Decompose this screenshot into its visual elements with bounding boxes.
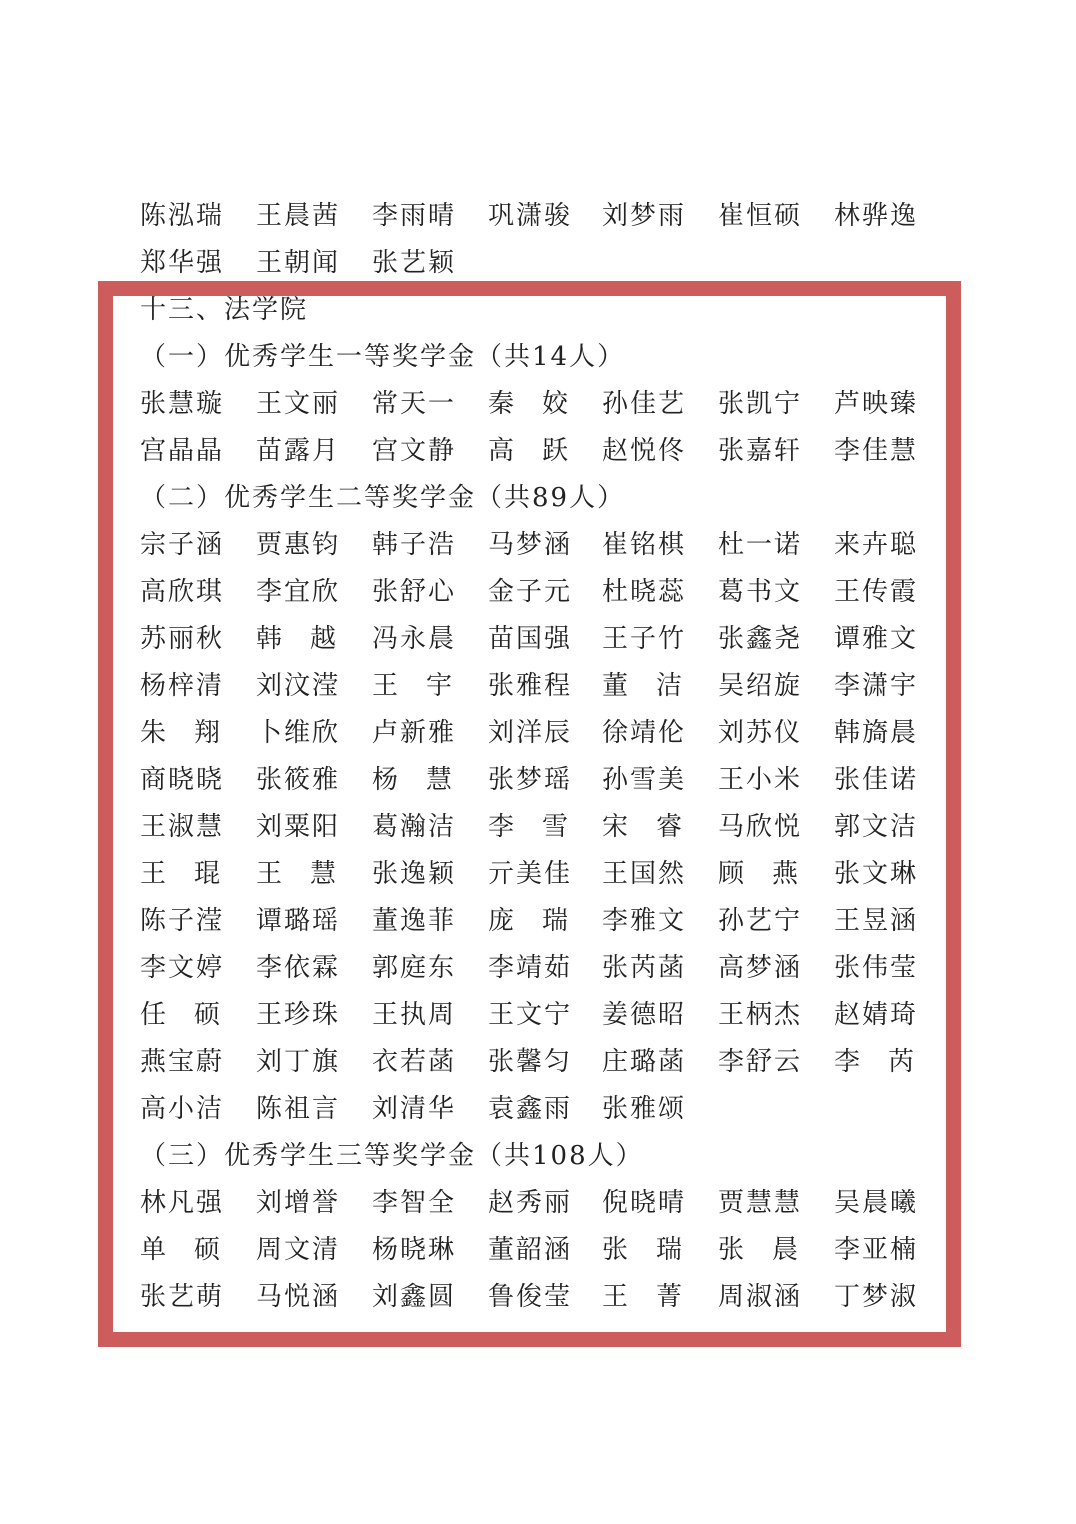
student-name: 宫文静: [372, 436, 457, 466]
student-name: 马悦涵: [256, 1282, 341, 1312]
student-name: 高小洁: [140, 1094, 225, 1124]
student-name: 高 跃: [488, 436, 570, 466]
student-name: 宗子涵: [140, 530, 225, 560]
student-name: 张凯宁: [718, 389, 803, 419]
student-name: 宫晶晶: [140, 436, 225, 466]
student-name: 李亚楠: [834, 1235, 919, 1265]
student-name: 芦映臻: [834, 389, 919, 419]
student-name: 马欣悦: [718, 812, 803, 842]
section-heading: 十三、法学院: [140, 295, 309, 325]
student-name: 李潇宇: [834, 671, 919, 701]
student-name: 刘增誉: [256, 1188, 341, 1218]
student-name: 王 菁: [602, 1282, 684, 1312]
student-name: 王柄杰: [718, 1000, 803, 1030]
student-name: 张文琳: [834, 859, 919, 889]
student-name: 李文婷: [140, 953, 225, 983]
student-name: 王淑慧: [140, 812, 225, 842]
section-heading: （二）优秀学生二等奖学金（共89人）: [140, 483, 626, 513]
student-name: 张伟莹: [834, 953, 919, 983]
student-name: 吴绍旋: [718, 671, 803, 701]
student-name: 韩子浩: [372, 530, 457, 560]
student-name: 张筱雅: [256, 765, 341, 795]
student-name: 袁鑫雨: [488, 1094, 573, 1124]
section-heading: （三）优秀学生三等奖学金（共108人）: [140, 1141, 644, 1171]
section-heading: （一）优秀学生一等奖学金（共14人）: [140, 342, 626, 372]
student-name: 王文丽: [256, 389, 341, 419]
student-name: 周淑涵: [718, 1282, 803, 1312]
student-name: 赵悦佟: [602, 436, 687, 466]
student-name: 张舒心: [372, 577, 457, 607]
student-name: 董韶涵: [488, 1235, 573, 1265]
student-name: 李智全: [372, 1188, 457, 1218]
student-name: 马梦涵: [488, 530, 573, 560]
student-name: 孙雪美: [602, 765, 687, 795]
student-name: 张 晨: [718, 1235, 800, 1265]
student-name: 刘丁旗: [256, 1047, 341, 1077]
student-name: 王朝闻: [256, 248, 341, 278]
student-name: 董 洁: [602, 671, 684, 701]
student-name: 燕宝蔚: [140, 1047, 225, 1077]
student-name: 崔恒硕: [718, 201, 803, 231]
student-name: 刘苏仪: [718, 718, 803, 748]
student-name: 孙佳艺: [602, 389, 687, 419]
student-name: 王国然: [602, 859, 687, 889]
student-name: 张艺颖: [372, 248, 457, 278]
student-name: 丁梦淑: [834, 1282, 919, 1312]
student-name: 刘汶滢: [256, 671, 341, 701]
student-name: 鲁俊莹: [488, 1282, 573, 1312]
student-name: 宋 睿: [602, 812, 684, 842]
student-name: 衣若菡: [372, 1047, 457, 1077]
student-name: 杨梓清: [140, 671, 225, 701]
student-name: 李 雪: [488, 812, 570, 842]
student-name: 刘粟阳: [256, 812, 341, 842]
student-name: 冯永晨: [372, 624, 457, 654]
student-name: 王昱涵: [834, 906, 919, 936]
student-name: 李依霖: [256, 953, 341, 983]
student-name: 王 宇: [372, 671, 454, 701]
student-name: 王 琨: [140, 859, 222, 889]
student-name: 林凡强: [140, 1188, 225, 1218]
student-name: 张嘉轩: [718, 436, 803, 466]
student-name: 张 瑞: [602, 1235, 684, 1265]
student-name: 王珍珠: [256, 1000, 341, 1030]
student-name: 单 硕: [140, 1235, 222, 1265]
student-name: 苗露月: [256, 436, 341, 466]
student-name: 郭文洁: [834, 812, 919, 842]
student-name: 庞 瑞: [488, 906, 570, 936]
student-name: 郑华强: [140, 248, 225, 278]
student-name: 郭庭东: [372, 953, 457, 983]
student-name: 杜一诺: [718, 530, 803, 560]
student-name: 贾惠钧: [256, 530, 341, 560]
student-name: 贾慧慧: [718, 1188, 803, 1218]
student-name: 卜维欣: [256, 718, 341, 748]
student-name: 吴晨曦: [834, 1188, 919, 1218]
student-name: 葛书文: [718, 577, 803, 607]
student-name: 杨晓琳: [372, 1235, 457, 1265]
student-name: 高欣琪: [140, 577, 225, 607]
student-name: 庄璐菡: [602, 1047, 687, 1077]
student-name: 张佳诺: [834, 765, 919, 795]
student-name: 朱 翔: [140, 718, 222, 748]
student-name: 刘鑫圆: [372, 1282, 457, 1312]
student-name: 张慧璇: [140, 389, 225, 419]
student-name: 王小米: [718, 765, 803, 795]
student-name: 陈子滢: [140, 906, 225, 936]
student-name: 王执周: [372, 1000, 457, 1030]
student-name: 赵婧琦: [834, 1000, 919, 1030]
student-name: 顾 燕: [718, 859, 800, 889]
student-name: 杨 慧: [372, 765, 454, 795]
student-name: 张芮菡: [602, 953, 687, 983]
student-name: 韩 越: [256, 624, 338, 654]
student-name: 徐靖伦: [602, 718, 687, 748]
student-name: 谭雅文: [834, 624, 919, 654]
student-name: 张馨匀: [488, 1047, 573, 1077]
student-name: 王 慧: [256, 859, 338, 889]
student-name: 李靖茹: [488, 953, 573, 983]
student-name: 刘梦雨: [602, 201, 687, 231]
student-name: 倪晓晴: [602, 1188, 687, 1218]
student-name: 李雅文: [602, 906, 687, 936]
student-name: 张雅颂: [602, 1094, 687, 1124]
student-name: 张逸颖: [372, 859, 457, 889]
student-name: 李 芮: [834, 1047, 916, 1077]
student-name: 王文宁: [488, 1000, 573, 1030]
student-name: 金子元: [488, 577, 573, 607]
student-name: 林骅逸: [834, 201, 919, 231]
student-name: 董逸菲: [372, 906, 457, 936]
student-name: 李佳慧: [834, 436, 919, 466]
student-name: 张鑫尧: [718, 624, 803, 654]
student-name: 刘清华: [372, 1094, 457, 1124]
student-name: 商晓晓: [140, 765, 225, 795]
student-name: 崔铭棋: [602, 530, 687, 560]
student-name: 杜晓蕊: [602, 577, 687, 607]
student-name: 陈祖言: [256, 1094, 341, 1124]
student-name: 李宜欣: [256, 577, 341, 607]
student-name: 卢新雅: [372, 718, 457, 748]
student-name: 葛瀚洁: [372, 812, 457, 842]
student-name: 王晨茜: [256, 201, 341, 231]
student-name: 巩潇骏: [488, 201, 573, 231]
student-name: 李舒云: [718, 1047, 803, 1077]
student-name: 张雅程: [488, 671, 573, 701]
student-name: 周文清: [256, 1235, 341, 1265]
student-name: 赵秀丽: [488, 1188, 573, 1218]
student-name: 谭璐瑶: [256, 906, 341, 936]
student-name: 张梦瑶: [488, 765, 573, 795]
student-name: 张艺萌: [140, 1282, 225, 1312]
student-name: 王传霞: [834, 577, 919, 607]
student-name: 王子竹: [602, 624, 687, 654]
student-name: 刘洋辰: [488, 718, 573, 748]
student-name: 秦 姣: [488, 389, 570, 419]
student-name: 常天一: [372, 389, 457, 419]
student-name: 来卉聪: [834, 530, 919, 560]
student-name: 任 硕: [140, 1000, 222, 1030]
student-name: 高梦涵: [718, 953, 803, 983]
student-name: 韩旖晨: [834, 718, 919, 748]
student-name: 亓美佳: [488, 859, 573, 889]
student-name: 孙艺宁: [718, 906, 803, 936]
student-name: 陈泓瑞: [140, 201, 225, 231]
student-name: 姜德昭: [602, 1000, 687, 1030]
student-name: 苏丽秋: [140, 624, 225, 654]
student-name: 李雨晴: [372, 201, 457, 231]
student-name: 苗国强: [488, 624, 573, 654]
